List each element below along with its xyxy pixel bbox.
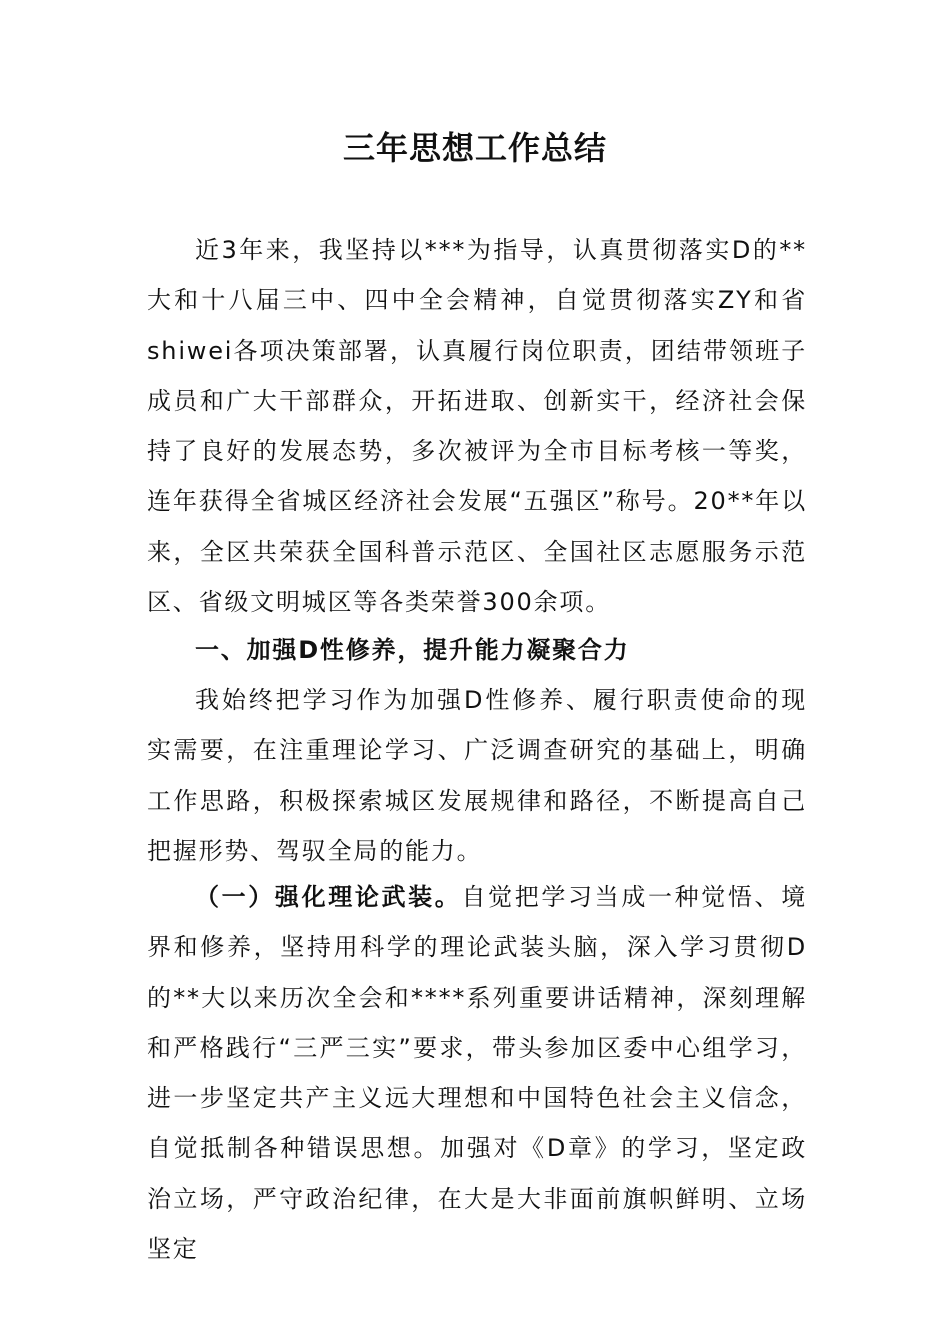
section-1-paragraph: 我始终把学习作为加强D性修养、履行职责使命的现实需要，在注重理论学习、广泛调查研究的基础上，明确工作思路，积极探索城区发展规律和路径，不断提高自己把握形势、驾驭全局的能力。 — [147, 686, 807, 865]
subsection-1-text: 自觉把学习当成一种觉悟、境界和修养，坚持用科学的理论武装头脑，深入学习贯彻D的**大以来历次全会和****系列重要讲话精神，深刻理解和严格践行“三严三实”要求，带头参加区委中心组学习，进一步坚定共产主义远大理想和中国特色社会主义信念，自觉抵制各种错误思想。加强对《D章》的学习，坚定政治立场，严守政治纪律，在大是大非面前旗帜鲜明、立场坚定 — [147, 883, 807, 1264]
subsection-1-paragraph — [147, 872, 807, 1274]
intro-paragraph: 近3年来，我坚持以***为指导，认真贯彻落实D的**大和十八届三中、四中全会精神，自觉贯彻落实ZY和省shiwei各项决策部署，认真履行岗位职责，团结带领班子成员和广大干部群众，开拓进取、创新实干，经济社会保持了良好的发展态势，多次被评为全市目标考核一等奖，连年获得全省城区经济社会发展“五强区”称号。20**年以来，全区共荣获全国科普示范区、全国社区志愿服务示范区、省级文明城区等各类荣誉300余项。 — [147, 236, 807, 617]
document-title: 三年思想工作总结 — [342, 129, 607, 167]
subsection-1-heading: （一）强化理论武装。 — [195, 882, 462, 911]
section-heading-1: 一、加强D性修养，提升能力凝聚合力 — [195, 636, 630, 664]
